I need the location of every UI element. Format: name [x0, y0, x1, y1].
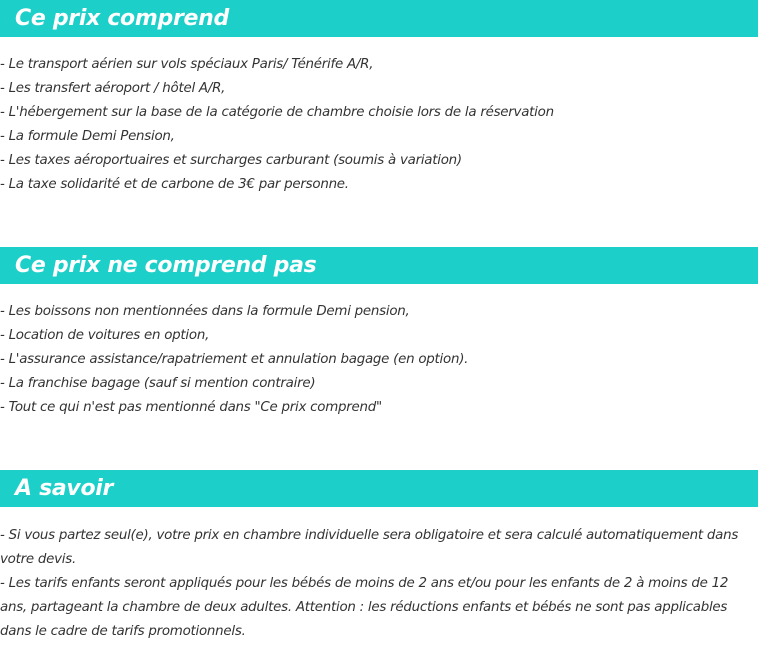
section-header — [0, 247, 758, 284]
section-price-excludes — [0, 247, 758, 420]
section-title: Ce prix comprend — [15, 6, 229, 31]
list-item: - Les boissons non mentionnées dans la formule Demi pension, — [0, 304, 410, 319]
list-item: - Les tarifs enfants seront appliqués pour les bébés de moins de 2 ans et/ou pour les enfants de 2 à moins de 12 ans, partageant la chambre de deux adultes. Attention : les réductions enfants et bébés ne sont pas applicables dans le cadre de tarifs promotionnels. — [0, 576, 729, 639]
list-item: - L'hébergement sur la base de la catégorie de chambre choisie lors de la réservation — [0, 105, 554, 120]
item-list — [0, 300, 758, 420]
list-item: - La taxe solidarité et de carbone de 3€ par personne. — [0, 177, 349, 192]
item-list — [0, 524, 758, 644]
list-item: - Tout ce qui n'est pas mentionné dans "Ce prix comprend" — [0, 400, 382, 415]
list-item: - Les taxes aéroportuaires et surcharges carburant (soumis à variation) — [0, 153, 462, 168]
list-item: - Location de voitures en option, — [0, 328, 210, 343]
section-header — [0, 470, 758, 507]
section-title: Ce prix ne comprend pas — [15, 253, 317, 278]
list-item: - La formule Demi Pension, — [0, 129, 175, 144]
item-list — [0, 53, 758, 197]
list-item: - Les transfert aéroport / hôtel A/R, — [0, 81, 226, 96]
list-item: - Si vous partez seul(e), votre prix en chambre individuelle sera obligatoire et sera calculé automatiquement dans votre devis. — [0, 528, 739, 567]
section-price-includes — [0, 0, 758, 197]
list-item: - L'assurance assistance/rapatriement et annulation bagage (en option). — [0, 352, 469, 367]
section-good-to-know — [0, 470, 758, 644]
section-header — [0, 0, 758, 37]
list-item: - La franchise bagage (sauf si mention contraire) — [0, 376, 316, 391]
section-title: A savoir — [15, 476, 114, 501]
list-item: - Le transport aérien sur vols spéciaux Paris/ Ténérife A/R, — [0, 57, 374, 72]
